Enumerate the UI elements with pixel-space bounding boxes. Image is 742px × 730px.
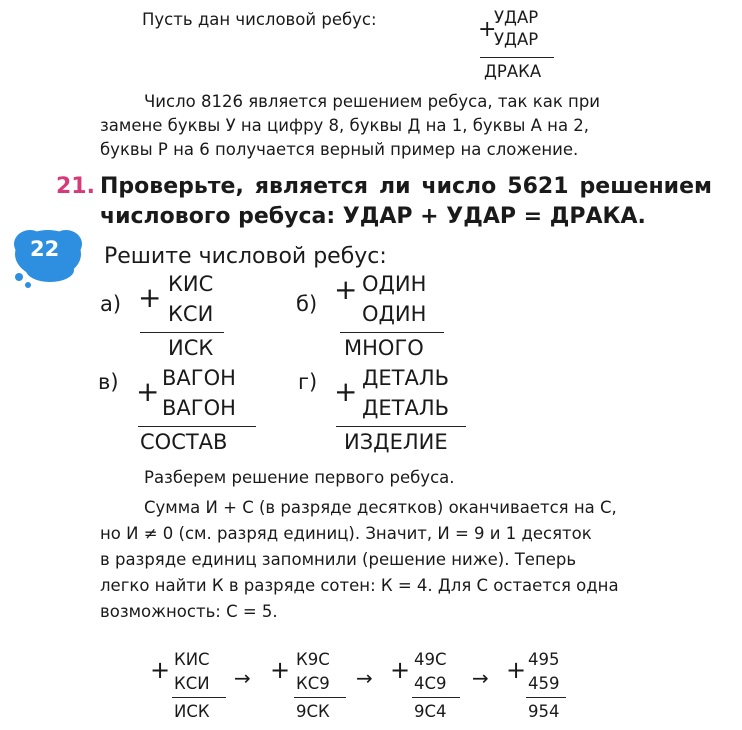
sum-rule [526,697,566,698]
sum-result: ИСК [168,336,214,360]
para-1 [100,90,710,162]
operand-bottom: ДЕТАЛЬ [362,396,450,420]
task-22-title: Решите числовой ребус: [104,244,387,269]
arrow-icon: → [234,666,251,690]
item-a-label: а) [100,292,122,316]
sum-rule [140,332,224,333]
step-3 [390,648,470,726]
intro-example [478,6,558,82]
plus-sign: + [150,656,171,684]
sum-rule [138,426,256,427]
task-21-number: 21. [56,174,95,199]
step-2 [270,648,350,726]
item-a-puzzle [138,272,228,362]
sum-result: ДРАКА [484,62,542,81]
operand-bottom: КСИ [174,674,210,693]
solution-line-2: Сумма И + С (в разряде десятков) оканчивается на С, [144,498,617,517]
arrow-icon: → [472,666,489,690]
operand-bottom: КСИ [168,302,214,326]
operand-top: К9С [296,650,330,669]
intro-text: Пусть дан числовой ребус: [142,10,377,29]
sum-result: МНОГО [344,336,424,360]
para-1-line-1: Число 8126 является решением ребуса, так как при [144,92,601,111]
sum-result: 9СК [296,702,330,721]
arrow-icon: → [356,666,373,690]
operand-top: ВАГОН [162,366,236,390]
item-g-puzzle [334,366,468,456]
solution-line-4: в разряде единиц запомнили (решение ниже). Теперь [100,550,577,569]
solution-line-1: Разберем решение первого ребуса. [144,468,455,487]
operand-top: ДЕТАЛЬ [362,366,450,390]
item-v-label: в) [98,370,119,394]
operand-top: ОДИН [362,272,427,296]
sum-result: ИЗДЕЛИЕ [344,430,448,454]
plus-sign: + [136,375,160,408]
plus-sign: + [334,375,358,408]
para-1-line-2: замене буквы У на цифру 8, буквы Д на 1, буквы А на 2, [100,116,590,135]
item-b-label: б) [296,292,318,316]
operand-top: КИС [174,650,210,669]
step-1 [150,648,230,726]
sum-rule [294,697,346,698]
task-21-text [100,172,712,232]
operand-bottom: 4С9 [414,674,447,693]
item-v-puzzle [136,366,260,456]
operand-top: 49С [414,650,447,669]
plus-sign: + [138,281,162,314]
solution-line-5: легко найти К в разряде сотен: К = 4. Для С остается одна [100,576,619,595]
sum-rule [412,697,460,698]
sum-result: 9С4 [414,702,447,721]
plus-sign: + [506,656,527,684]
operand-bottom: ВАГОН [162,396,236,420]
plus-sign: + [270,656,291,684]
step-4 [506,648,576,726]
operand-top: 495 [528,650,560,669]
operand-bottom: КС9 [296,674,330,693]
item-b-puzzle [334,272,444,362]
plus-sign: + [334,273,358,306]
sum-rule [340,332,444,333]
sum-rule [336,426,466,427]
operand-bottom: 459 [528,674,560,693]
sum-rule [172,697,226,698]
task-22-badge [8,224,98,294]
sum-result: 954 [528,702,560,721]
solution-line-3: но И ≠ 0 (см. разряд единиц). Значит, И = 9 и 1 десяток [100,524,592,543]
operand-top: КИС [168,272,214,296]
plus-sign: + [478,17,497,42]
sum-result: СОСТАВ [140,430,228,454]
plus-sign: + [390,656,411,684]
solution-line-6: возможность: С = 5. [100,602,278,621]
task-21-line-1: Проверьте, является ли число 5621 решением [100,174,712,199]
operand-bottom: ОДИН [362,302,427,326]
para-1-line-3: буквы Р на 6 получается верный пример на сложение. [100,140,579,159]
item-g-label: г) [298,370,318,394]
sum-result: ИСК [174,702,210,721]
solution-text [100,466,712,625]
operand-top: УДАР [494,8,539,27]
sum-rule [480,57,554,58]
task-22-number: 22 [30,237,60,261]
task-21-line-2: числового ребуса: УДАР + УДАР = ДРАКА. [100,204,646,229]
operand-bottom: УДАР [494,30,539,49]
